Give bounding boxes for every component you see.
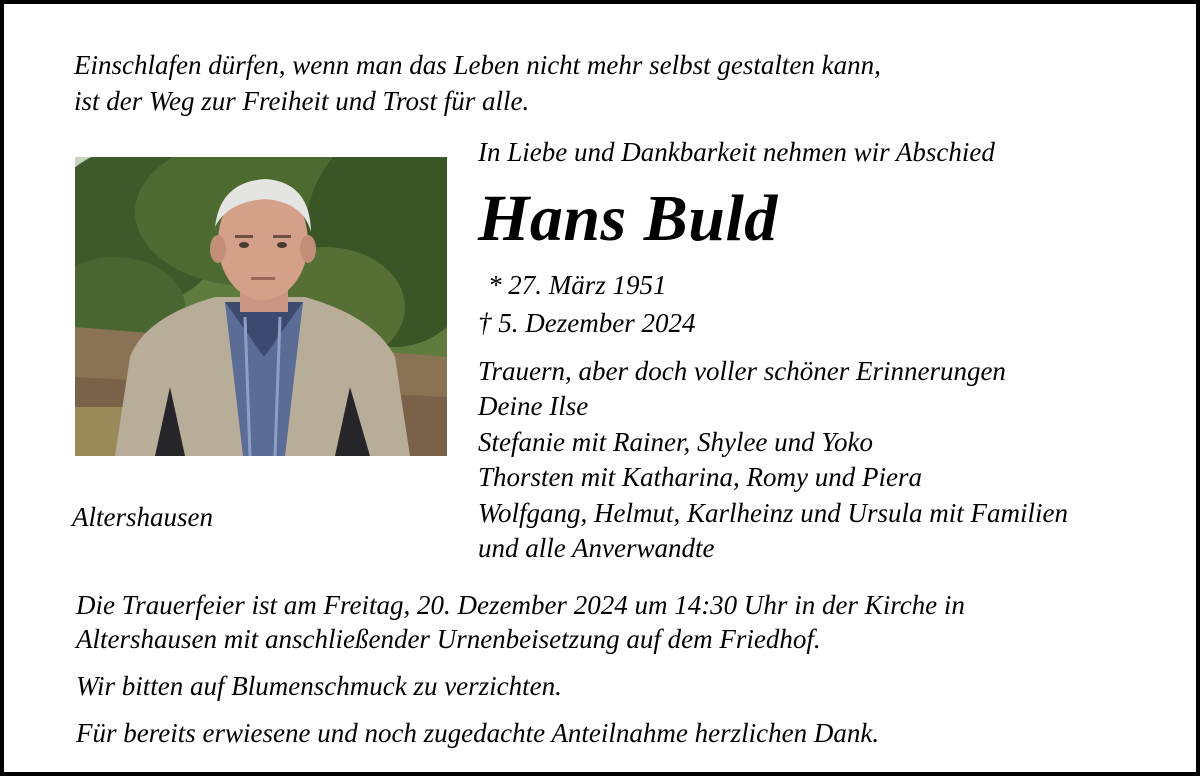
thanks-note: Für bereits erwiesene und noch zugedachte Anteilnahme herzlichen Dank. [76,718,880,748]
funeral-notice [76,588,965,750]
flowers-note: Wir bitten auf Blumenschmuck zu verzichten. [76,671,562,701]
mourners-line: Deine Ilse [478,391,589,422]
mourners-line: Thorsten mit Katharina, Romy und Piera [478,462,922,493]
farewell-intro: In Liebe und Dankbarkeit nehmen wir Abschied [478,137,995,167]
funeral-line-1: Die Trauerfeier ist am Freitag, 20. Dezember 2024 um 14:30 Uhr in der Kirche in [76,590,965,620]
motto-line-1: Einschlafen dürfen, wenn man das Leben nicht mehr selbst gestalten kann, [74,50,881,80]
motto-line-2: ist der Weg zur Freiheit und Trost für alle. [74,86,530,116]
mourners-line: Trauern, aber doch voller schöner Erinnerungen [478,356,1006,386]
mourners-line: Wolfgang, Helmut, Karlheinz und Ursula mit Familien [478,497,1069,528]
deceased-name: Hans Buld [478,182,778,255]
mourners-list [478,354,1068,566]
funeral-line-2: Altershausen mit anschließender Urnenbeisetzung auf dem Friedhof. [76,624,821,654]
motto-verse [74,48,881,120]
portrait-photo [75,157,447,456]
place-name: Altershausen [72,502,213,532]
death-date: † 5. Dezember 2024 [478,308,696,338]
mourners-line: und alle Anverwandte [478,532,715,563]
mourners-line: Stefanie mit Rainer, Shylee und Yoko [478,426,873,457]
birth-date: * 27. März 1951 [488,270,667,300]
